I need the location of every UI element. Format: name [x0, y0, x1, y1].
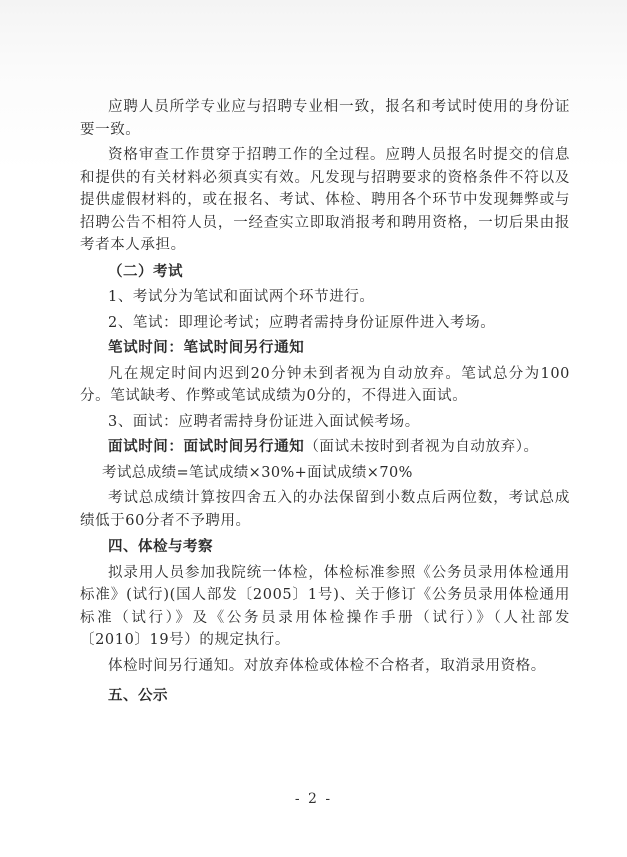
paragraph-score-rounding: 考试总成绩计算按四舍五入的办法保留到小数点后两位数，考试总成绩低于60分者不予聘用。 [80, 490, 570, 529]
paragraph-written-exam-rules: 凡在规定时间内迟到20分钟未到者视为自动放弃。笔试总分为100分。笔试缺考、作弊或笔试成绩为0分的，不得进入面试。 [80, 365, 570, 404]
paragraph-physical-exam-standard: 拟录用人员参加我院统一体检，体检标准参照《公务员录用体检通用标准》(试行)(国人部发〔2005〕1号)、关于修订《公务员录用体检通用标准（试行）》及《公务员录用体检操作手册（试行）》（人社部发〔2010〕19号）的规定执行。 [80, 564, 570, 648]
section-heading-publicity: 五、公示 [108, 688, 168, 704]
page-number: - 2 - [294, 791, 333, 807]
section-heading-physical-exam: 四、体检与考察 [108, 539, 213, 555]
score-formula: 考试总成绩=笔试成绩×30%+面试成绩×70% [102, 464, 413, 481]
exam-item-3: 3、面试：应聘者需持身份证进入面试候考场。 [108, 413, 420, 430]
exam-item-1: 1、考试分为笔试和面试两个环节进行。 [108, 289, 375, 305]
paragraph-physical-exam-time: 体检时间另行通知。对放弃体检或体检不合格者，取消录用资格。 [108, 657, 546, 674]
document-body [80, 96, 570, 708]
paragraph-major-consistency: 应聘人员所学专业应与招聘专业相一致，报名和考试时使用的身份证要一致。 [80, 99, 570, 138]
section-heading-exam: （二）考试 [108, 263, 183, 280]
exam-item-2: 2、笔试：即理论考试；应聘者需持身份证原件进入考场。 [108, 314, 496, 331]
paragraph-qualification-review: 资格审查工作贯穿于招聘工作的全过程。应聘人员报名时提交的信息和提供的有关材料必须真实有效。凡发现与招聘要求的资格条件不符以及提供虚假材料的，或在报名、考试、体检、聘用各个环节中发现舞弊或与招聘公告不相符人员，一经查实立即取消报考和聘用资格，一切后果由报考者本人承担。 [80, 147, 570, 253]
interview-time-label: 面试时间：面试时间另行通知 [108, 439, 305, 455]
written-exam-time: 笔试时间：笔试时间另行通知 [108, 340, 305, 356]
interview-time-note: （面试未按时到者视为自动放弃）。 [304, 439, 539, 455]
interview-time [80, 436, 570, 459]
